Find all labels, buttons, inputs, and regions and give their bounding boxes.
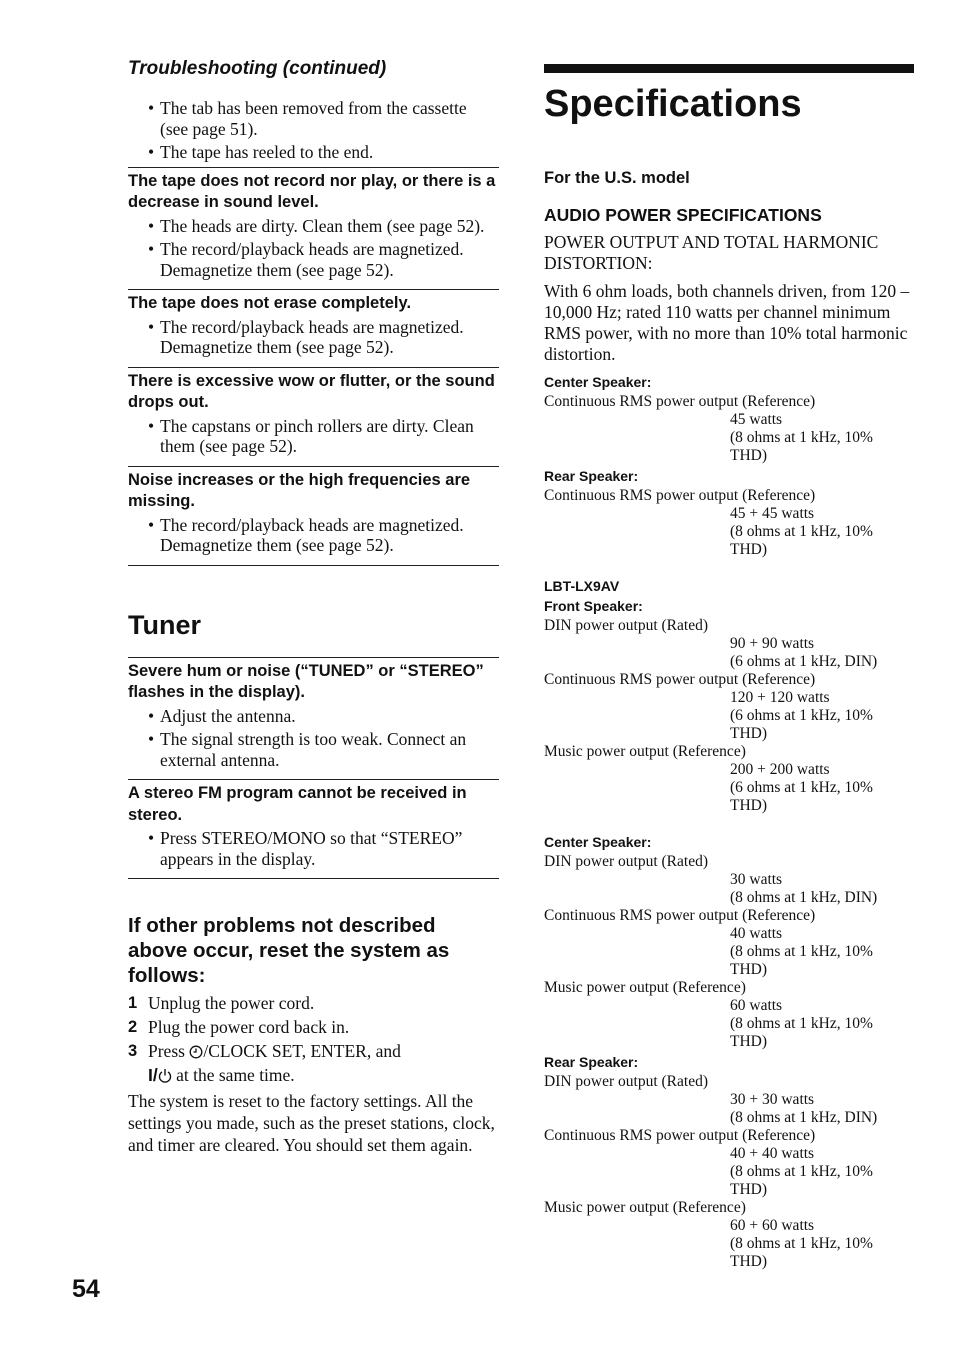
list-item: • The record/playback heads are magnetized. Demagnetize them (see page 52).: [148, 239, 464, 280]
title-bar: [544, 64, 914, 73]
list-item: • The record/playback heads are magnetized. Demagnetize them (see page 52).: [148, 316, 464, 357]
solution-list: [128, 216, 499, 281]
spec-value: 40 watts: [730, 925, 783, 942]
spec-value: 120 + 120 watts: [730, 689, 830, 706]
clock-icon: [189, 1042, 203, 1064]
spec-line: Continuous RMS power output (Reference): [544, 907, 816, 924]
spec-value: 90 + 90 watts: [730, 635, 815, 652]
spec-value: THD): [730, 725, 768, 742]
aps-subheading: POWER OUTPUT AND TOTAL HARMONIC DISTORTION:: [544, 232, 879, 273]
spec-line: Continuous RMS power output (Reference): [544, 671, 816, 688]
list-item: • The record/playback heads are magnetized. Demagnetize them (see page 52).: [148, 514, 464, 555]
spec-value: 60 + 60 watts: [730, 1217, 815, 1234]
spec-value: THD): [730, 1253, 768, 1270]
problem-title: Severe hum or noise (“TUNED” or “STEREO” flashes in the display).: [128, 661, 484, 701]
spec-value: THD): [730, 961, 768, 978]
problem-block: [128, 657, 499, 780]
spec-line: Music power output (Reference): [544, 979, 746, 996]
spec-value: (8 ohms at 1 kHz, DIN): [730, 889, 878, 906]
spec-value: 200 + 200 watts: [730, 761, 830, 778]
page-number: 54: [72, 1275, 100, 1303]
speaker-label: Center Speaker:: [544, 374, 652, 390]
list-item: 3 Press /CLOCK SET, ENTER, and I/ at the same time.: [128, 1040, 499, 1088]
list-item: • Adjust the antenna.: [148, 705, 296, 726]
list-item: 1 Unplug the power cord.: [128, 993, 315, 1013]
spec-value: 40 + 40 watts: [730, 1145, 815, 1162]
speaker-label: Front Speaker:: [544, 598, 643, 614]
list-item: • The capstans or pinch rollers are dirty. Clean them (see page 52).: [148, 415, 474, 456]
spec-value: (8 ohms at 1 kHz, 10%: [730, 943, 873, 960]
spec-line: DIN power output (Rated): [544, 853, 708, 870]
solution-list: [128, 515, 499, 556]
spec-line: DIN power output (Rated): [544, 1073, 708, 1090]
aps-paragraph: With 6 ohm loads, both channels driven, from 120 – 10,000 Hz; rated 110 watts per channel minimum RMS power, with no more than 10% total harmonic distortion.: [544, 281, 910, 364]
page-title: Specifications: [544, 83, 802, 125]
spec-line: Continuous RMS power output (Reference): [544, 487, 816, 504]
problem-block: [128, 779, 499, 878]
model-name: LBT-LX9AV: [544, 578, 620, 594]
spec-value: THD): [730, 447, 768, 464]
list-item: • The tab has been removed from the cassette (see page 51).: [148, 98, 467, 139]
spec-value: (8 ohms at 1 kHz, 10%: [730, 1163, 873, 1180]
right-column: [544, 64, 914, 1271]
model-heading: For the U.S. model: [544, 169, 690, 187]
divider: [128, 565, 499, 566]
problem-block: [128, 367, 499, 466]
spec-value: (8 ohms at 1 kHz, 10%: [730, 429, 873, 446]
spec-value: THD): [730, 797, 768, 814]
spec-value: THD): [730, 1033, 768, 1050]
speaker-label: Rear Speaker:: [544, 468, 639, 484]
solution-list: [128, 416, 499, 457]
spec-value: 45 watts: [730, 411, 783, 428]
problem-title: There is excessive wow or flutter, or the sound drops out.: [128, 371, 495, 411]
aps-heading: AUDIO POWER SPECIFICATIONS: [544, 205, 822, 225]
problem-title: The tape does not record nor play, or there is a decrease in sound level.: [128, 171, 496, 211]
reset-steps: [128, 992, 499, 1088]
intro-bullets: [128, 98, 499, 163]
spec-value: 45 + 45 watts: [730, 505, 815, 522]
spec-value: THD): [730, 1181, 768, 1198]
reset-heading: If other problems not described above occur, reset the system as follows:: [128, 914, 450, 987]
tuner-heading: Tuner: [128, 609, 201, 640]
list-item: • The signal strength is too weak. Connect an external antenna.: [148, 729, 467, 770]
solution-list: [128, 828, 499, 869]
list-item: 2 Plug the power cord back in.: [128, 1017, 350, 1037]
spec-line: Music power output (Reference): [544, 1199, 746, 1216]
spec-value: (6 ohms at 1 kHz, DIN): [730, 653, 878, 670]
spec-value: (6 ohms at 1 kHz, 10%: [730, 707, 873, 724]
power-icon: [158, 1066, 172, 1088]
list-item: • The heads are dirty. Clean them (see page 52).: [148, 215, 485, 236]
left-column: [128, 58, 499, 1156]
solution-list: [128, 317, 499, 358]
problem-title: Noise increases or the high frequencies are missing.: [128, 470, 471, 510]
problem-block: [128, 466, 499, 565]
spec-value: (8 ohms at 1 kHz, 10%: [730, 1235, 873, 1252]
problem-title: A stereo FM program cannot be received in stereo.: [128, 784, 467, 824]
spec-value: 30 + 30 watts: [730, 1091, 815, 1108]
spec-value: THD): [730, 541, 768, 558]
spec-line: Music power output (Reference): [544, 743, 746, 760]
spec-value: (8 ohms at 1 kHz, DIN): [730, 1109, 878, 1126]
problem-title: The tape does not erase completely.: [128, 294, 412, 312]
speaker-label: Center Speaker:: [544, 834, 652, 850]
speaker-label: Rear Speaker:: [544, 1054, 639, 1070]
list-item: • Press STEREO/MONO so that “STEREO” appears in the display.: [148, 828, 463, 869]
troubleshooting-title: Troubleshooting (continued): [128, 58, 387, 79]
reset-paragraph: The system is reset to the factory settings. All the settings you made, such as the preset stations, clock, and timer are cleared. You should set them again.: [128, 1091, 495, 1155]
list-item: • The tape has reeled to the end.: [148, 142, 374, 162]
spec-value: 60 watts: [730, 997, 783, 1014]
spec-line: Continuous RMS power output (Reference): [544, 1127, 816, 1144]
problem-block: [128, 289, 499, 367]
divider: [128, 878, 499, 879]
solution-list: [128, 706, 499, 771]
problem-block: [128, 167, 499, 290]
spec-value: (8 ohms at 1 kHz, 10%: [730, 523, 873, 540]
spec-value: (8 ohms at 1 kHz, 10%: [730, 1015, 873, 1032]
spec-line: Continuous RMS power output (Reference): [544, 393, 816, 410]
spec-line: DIN power output (Rated): [544, 617, 708, 634]
spec-value: 30 watts: [730, 871, 783, 888]
spec-value: (6 ohms at 1 kHz, 10%: [730, 779, 873, 796]
